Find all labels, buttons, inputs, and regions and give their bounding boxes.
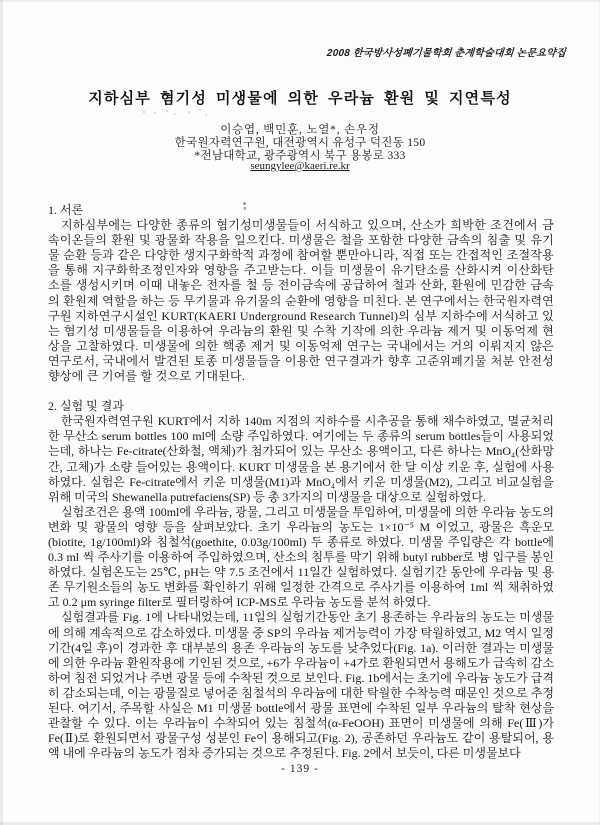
affiliation-2: *전남대학교, 광주광역시 북구 용봉로 333 [194, 150, 406, 162]
authors-line: 이승엽, 백민훈, 노열*, 손우정 [220, 124, 380, 136]
section-2-paragraph-2: 실험조건은 용액 100ml에 우라늄, 광물, 그리고 미생물을 투입하여, 미생물에 의한 우라늄 농도의 변화 및 광물의 영향 등을 살펴보았다. 초기 우라늄의 농도는 1×10⁻⁵ M 이었고, 광물은 흑운모(biotite, 1g/100ml)와 침철석(goethite, 0.03g/100ml) 두 종류로 하였다. 미생물 주입량은 각 bottle에 0.3 ml 씩 주사기를 이용하여 주입하였으며, 산소의 침투를 막기 위해 butyl rubber로 병 입구를 봉인하였다. 실험온도는 25℃, pH는 약 7.5 조건에서 11일간 실험하였다. 실험기간 동안에 우라늄 및 용존 무기원소들의 농도 변화를 확인하기 위해 일정한 간격으로 주사기를 이용하여 1ml 씩 채취하였고 0.2 μm syringe filter로 필터링하여 ICP-MS로 우라늄 농도를 분석 하였다. [48, 504, 554, 610]
proceedings-header: 2008 한국방사성폐기물학회 춘계학술대회 논문요약집 [326, 48, 567, 59]
email-address: seungylee@kaeri.re.kr [250, 160, 350, 172]
affiliation-1: 한국원자력연구원, 대전광역시 유성구 덕진동 150 [174, 137, 426, 149]
email-line [0, 160, 600, 172]
section-1-heading: 1. 서론 [48, 203, 84, 217]
scan-artifact [143, 111, 145, 113]
section-2-paragraph-1: 한국원자력연구원 KURT에서 지하 140m 지점의 지하수를 시추공을 통해 채수하였고, 멸균처리한 무산소 serum bottles 100 ml에 소량 주입하였다. 여기에는 두 종류의 serum bottles들이 사용되었는데, 하나는 Fe-citrate(산화철, 액체)가 첨가되어 있는 무산소 용액이고, 다른 하나는 MnO₄(산화망간, 고체)가 소량 들어있는 용액이다. KURT 미생물을 본 용기에서 한 달 이상 키운 후, 실험에 사용하였다. 실험은 Fe-citrate에서 키운 미생물(M1)과 MnO₄에서 키운 미생물(M2), 그리고 비교실험을 위해 미국의 Shewanella putrefaciens(SP) 등 총 3가지의 미생물을 대상으로 실험하였다. [48, 414, 554, 504]
paper-title: 지하심부 혐기성 미생물에 의한 우라늄 환원 및 지연특성 [88, 91, 512, 107]
section-2-paragraph-3: 실험결과를 Fig. 1에 나타내었는데, 11일의 실험기간동안 초기 용존하는 우라늄의 농도는 미생물에 의해 계속적으로 감소하였다. 미생물 중 SP의 우라늄 제거능력이 가장 탁월하였고, M2 역시 일정 기간(4일 후)이 경과한 후 대부분의 용존 우라늄의 농도를 낮추었다(Fig. 1a). 이러한 결과는 미생물에 의한 우라늄 환원작용에 기인된 것으로, +6가 우라늄이 +4가로 환원되면서 용해도가 급속히 감소하여 침전 되었거나 주변 광물 등에 수착된 것으로 보인다. Fig. 1b에서는 초기에 우라늄 농도가 급격히 감소되는데, 이는 광물질로 넣어준 침철석의 우라늄에 대한 탁월한 수착능력 때문인 것으로 추정된다. 여기서, 주목할 사실은 M1 미생물 bottle에서 광물 표면에 수착된 일부 우라늄의 탈착 현상을 관찰할 수 있다. 이는 우라늄이 수착되어 있는 침철석(α-FeOOH) 표면이 미생물에 의해 Fe(Ⅲ)가 Fe(Ⅱ)로 환원되면서 광물구성 성분인 Fe이 용해되고(Fig. 2), 공존하던 우라늄도 같이 용탈되어, 용액 내에 우라늄의 농도가 점차 증가되는 것으로 추정된다. Fig. 2에서 보듯이, 다른 미생물보다 [48, 610, 554, 761]
section-2-heading: 2. 실험 및 결과 [48, 399, 124, 414]
section-1-paragraph: 지하심부에는 다양한 종류의 혐기성미생물들이 서식하고 있으며, 산소가 희박한 조건에서 금속이온들의 환원 및 광물화 작용을 일으킨다. 미생물은 철을 포함한 다양한 금속의 침출 및 유기물 순환 등과 같은 다양한 생지구화학적 과정에 참여할 뿐만아니라, 직접 또는 간접적인 조절작용을 통해 지구화학조정인자와 영향을 주고받는다. 이들 미생물이 유기탄소를 산화시켜 이산화탄소를 생성시키며 이때 내놓은 전자를 철 등 전이금속에 공급하여 철과 산화, 환원에 민감한 금속의 환원제 역할을 하는 등 무기물과 유기물의 순환에 영향을 미친다. 본 연구에서는 한국원자력연구원 지하연구시설인 KURT(KAERI Underground Research Tunnel)의 심부 지하수에 서식하고 있는 혐기성 미생물들을 이용하여 우라늄의 환원 및 수착 기작에 의한 우라늄 제거 및 이동억제 현상을 고찰하였다. 미생물에 의한 핵종 제거 및 이동억제 연구는 국내에서는 거의 이뤄지지 않은 연구로서, 국내에서 발견된 토종 미생물들을 이용한 연구결과가 향후 고준위폐기물 처분 안전성 향상에 큰 기여를 할 것으로 기대된다. [48, 218, 554, 384]
paper-body [48, 203, 554, 761]
page-number: - 139 - [281, 763, 319, 775]
